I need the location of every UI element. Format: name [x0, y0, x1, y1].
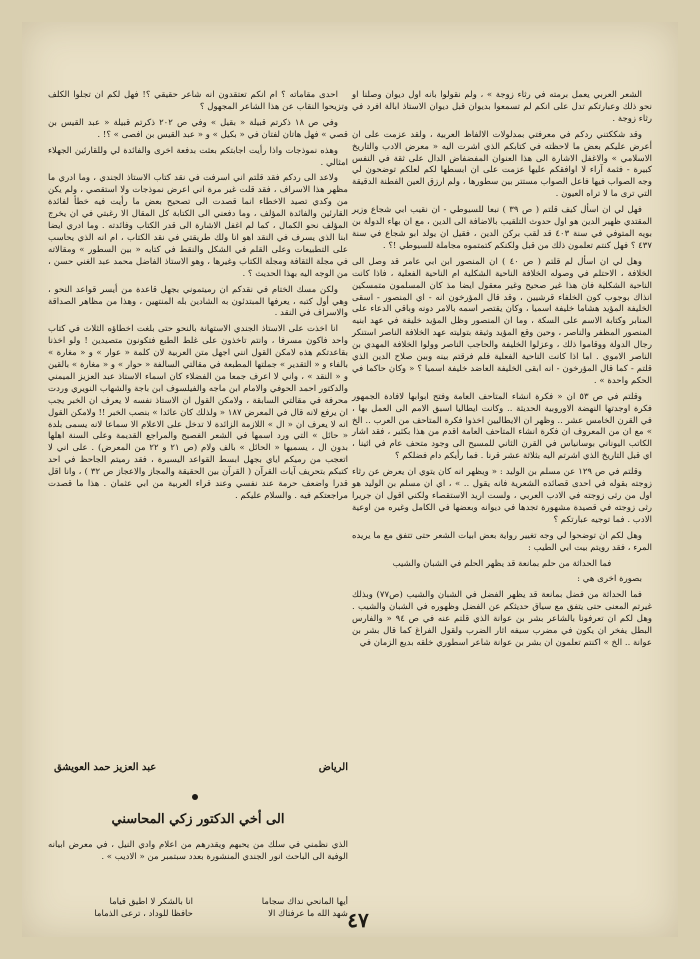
paragraph: فهل لي ان اسأل كيف قلتم ( ص ٣٩ ) نبعا للسيوطي - ان نقيب ابي شجاع وزير المقتدي ظهير الدين هو اول حدوث التلقيب بالاضافة الى الدين ، مع ان بهاء الدولة بن بويه المتوفي في سنة ٤٠٣ قد لقب بركن الدين ، فقيل ان يولد ابو شجاع في سنة ٤٣٧ ؟ فهل كنتم تعلمون ذلك من قبل ولكنكم كتمتموه مجاملة للسيوطي !؟ .	[352, 205, 652, 251]
paragraph: وهذه نموذجات واذا رأيت اجابتكم بعثت بدفعة اخرى والفائدة لي وللقارئين الجهلاء امثالي .	[48, 145, 348, 168]
paragraph: ولكن مسك الختام في نقدكم ان رميتموني بجهل قاعدة من أيسر قواعد النحو ، وهي أول كتبه ، يعرفها المبتدئون به الشادين بله المنتهين ، وهذا من مظاهر الصداقة والاسراف في النقد .	[48, 284, 348, 319]
article-column-right	[352, 90, 652, 654]
paragraph: احدى مقاماته ؟ ام انكم تعتقدون انه شاعر حقيقي ؟! فهل لكم ان تجلوا الكلف وتزيحوا النقاب عن هذا الشاعر المجهول ؟	[48, 90, 348, 112]
verse-row	[48, 908, 348, 920]
paragraph: وقلتم في ص ٥٣ ان « فكرة انشاء المتاحف العامة وفتح ابوابها لافادة الجمهور فكرة اوجدتها النهضة الاوروبية الحديثة .. وكانت ايطاليا اسبق الامم الى العمل بها ، في القرن الخامس عشر .. وظهر ان الايطاليين اخذوا فكرة المتاحف من العرب .. الخ » مع ان من المعروف ان فكرة انشاء المتاحف العامة اقدم من هذا بكثير ، فقد اشار الكاتب اليوناني بوسانياس في القرن الثاني للمسيح الى وجود متحف عام في اثينا ، اي قبل التاريخ الذي اشرتم اليه بثلاثة عشر قرنا . فما رأيكم دام فضلكم ؟	[352, 391, 652, 462]
paragraph: الشعر العربي يعمل برمته في رثاء زوجة » ، ولم نقولوا بانه اول ديوان وصلنا او نحو ذلك وعبارتكم تدل على انكم لم تسمعوا بديوان قبل ديوان الاستاذ ابالة افرد في رثاء زوجة .	[352, 90, 652, 124]
verse-line: فما الحداثة من حلم بمانعة قد يظهر الحلم في الشبان والشيب	[392, 558, 612, 569]
verse-row	[48, 896, 348, 908]
paragraph: ولاعد الى ردكم فقد قلتم اني اسرفت في نقد كتاب الاستاذ الجندي ، وما ادري ما مظهر هذا الاسراف ، فقد قلت غير مرة اني اعرض نموذجات ولا استقصي ، ولم يكن من وكدي تصيد الاخطاء انما قصدت الى تصحيح بعض ما رأيت فيه خطأ لفائدة القارئين والفائدة المؤلف ، وما دفعني الى الكتابة كل المقال الا رغبتي في ان يخرج المؤلف نحو الكمال ، كما لم اغفل الاشارة الى قدر الكتاب وفائدته . وما ادري ايضا ابنا الذي يسرف في النقد اهو انا ولك طريقتي في نقد الكتاب ، ام انه الذي يحاسب على التطبيعات وعلى القلم في الشكل والنقط في كتابه « بين السطور » ومقالاته في مجلة الثقافة ومجلة الكتاب وغيرها ، وهو الاستاذ الفاضل محمد عبد الغني حسن ، من الوجه اليه بهذا الحديث ؟ .	[48, 173, 348, 279]
verse-first-hemistich: أيها المانحي نداك سجاما	[261, 897, 348, 907]
paragraph: وقد شككتني ردكم في معرفتي بمدلولات الالفاظ العربية ، ولقد عزمت على ان أعرض عليكم بعض ما لاحظته في كتابكم الذي اشرت اليه « معرض الادب والتاريخ الاسلامي » والاغفل الاشارة الى هذا العنوان المفضفاض الدال على ثقة في النفس كبيرة - فثمة آراء لا اوافقكم عليها عزمت على ان ابسطها لكم لعلكم توضحون لي وجه الصواب فيها فاعل الصواب مستتر بين سطورها ، ولم ارزق العين الفطنة الدقيقة التي ترى ما لا تراه العيون .	[352, 129, 652, 200]
verse-second-hemistich: انا بالشكر لا اطيق قياما	[109, 897, 193, 907]
page-number: ٤٧	[347, 908, 369, 932]
poem-verses	[48, 896, 348, 920]
signature-line	[48, 762, 348, 780]
article-column-left	[48, 90, 348, 507]
verse-second-hemistich: حافظا للوداد ، ترعى الذماما	[94, 909, 193, 919]
paragraph: فما الحداثة من فضل بمانعة قد يظهر الفضل في الشبان والشيب (ص٧٧) وبذلك غيرتم المعنى حتى يتفق مع سياق حديثكم عن الفضل وظهوره في الشبان والشيب . وهل لكم ان تعرفونا بالشاعر بشر بن عوانة الذي قلتم عنه في ص ٩٤ « والفارس البطل يفخر ان يكون في مضرب سيفه اثار الضرب ولقول الفراغ كما قال بشر بن عوانة .. الخ » اكنتم تعلمون ان بشر بن عوانة شاعر اسطوري خلقه بديع الزمان في	[352, 590, 653, 648]
paragraph: بصورة اخرى هي :	[577, 574, 642, 585]
verse-first-hemistich: شهد الله ما عرفتاك الا	[268, 909, 348, 919]
paragraph: وهل لي ان اسأل لم قلتم ( ص ٤٠ ) ان المنصور ابن ابي عامر قد وصل الى الخلافة ، الاحتلم في وصوله الخلافة الناحية الشكلية ام الناحية الفعلية ، فاذا كانت الناحية الشكلية فان هذا غير صحيح وغير معقول ايضا مذ كان المسلمون متمسكين انذاك بوجوب كون الخلفاء قرشيين ، وقد قال المؤرخون انه - اي المنصور - اسقى الخليفة المؤيد هشاما خليفة اسميا ، وكان يقتصر اسمه بالامر دونه وباقي الدعاء على المنابر وكتابة الاسم على السكة ، وما ان المنصور وظل المؤيد خليفة في عهد ابنيه المنصور المظفر والناصر ، وحين وقع المؤيد وثيقة بتوليته عهد الخلافة الناصر استنكر رجال الدولة ووقاموا ذلك ، وعزلوا الخليفة والحاجب الناصر وولوا الخلافة المهدي بن الناصر الاموي . اما اذا كانت الناحية الفعلية فلم فرقتم بينه وبين صلاح الدين الذي قلتم - كما قال المؤرخون - انه ابقى الخليفة العاضد خليفة اسميا ؟ « وكان حاكما في الحكم واحدة » .	[352, 256, 652, 386]
paragraph: وفي ص ١٨ ذكرتم قبيلة « بقيل » وفي ص ٢٠٢ ذكرتم قبيلة « عبد القيس بن قصي » فهل هاتان لفتان في « بكيل » و « عبد القيس بن افصى » ؟! .	[48, 117, 348, 140]
paragraph: انا اخذت على الاستاذ الجندي الاستهانة بالنحو حتى بلغت اخطاؤه الثلاث في كتاب واحد فاكون مسرفا ، وانتم تاخذون على غلط الطبع فتكونون متصيدين ! ولو اخذنا بقاعدتكم هذه لامكن القول انني اجهل متن العربية لان كلمة « عوار » و « مغارة » بالفاء و « التقدير » جملتها المطبعة في مقالتي السالفة « حوار » و « مغارة » بالقين و « النقد » ، واني لا اعرف جمعا من الفضلاء كان اسماء الاستاذ عبد العزيز الميمني والدكتور احمد الحوفي والامام ابن ماجه والفيلسوف ابن باجة والشهاب النويري وردت محرفة في مقالتي السابقة ، ولامكن القول ان الاستاذ نفسه لا يعرف ان الخبر يجب ان يرفع لانه قال في المعرض ١٨٧ « ولذلك كان عائدا » بنصب الخبر !! ولامكن القول انه لا يعرف ان « ال » اللازمة الزائدة لا تدخل على الاعلام الا سماعا لانه يسمى بلدة « حائل » التي ورد اسمها في الشعر الفصيح والمراجع القديمة وعلى السنة اهلها بدون ال ، يسميها « الحائل » بالف ولام (ص ٢١ و ٢٢ من المعرض) . على اني لا اتعجب من رميكم اياي بجهل ابسط القواعد اليسيرة ، فقد رميتم الجاحظ في احد كتبكم بتحريف آيات القرآن ( القرآن بين الحقيقة والمجاز والاعجاز ص ٣٢ ) ، وانا اقل قدرا واضعف حرمة عند نفسي وعند قراء العربية من ابي عثمان . هذا ما قصدت مراجعتكم فيه . والسلام عليكم .	[48, 324, 349, 501]
second-article-title: الى أخي الدكتور زكي المحاسني	[111, 812, 285, 827]
signature-city: الرياض	[318, 762, 348, 773]
paragraph: وقلتم في ص ١٢٩ عن مسلم بن الوليد : « ويظهر انه كان يتوي ان يعرض عن رثاء زوجته بقوله في احدى قصائده الشعرية فانه يقول .. » ، اي ان مسلم بن الوليد هو اول من رثى زوجته في الادب العربي ، ولست اريد الاستقصاء ولكني اقول ان جريرا رثى زوجته في قصيدة مشهورة تجدها في ديوانه وبعضها في الكامل وغيره من اوعية الادب . فما توجيه عبارتكم ؟	[352, 467, 652, 525]
paragraph: وهل لكم ان توضحوا لي وجه تغيير رواية بعض ابيات الشعر حتى تتفق مع ما يريده المرء ، فقد رويتم بيت ابي الطيب :	[352, 530, 652, 553]
separator-dot	[192, 794, 198, 800]
second-article-intro: الذي نظمني في سلك من يحبهم ويقدرهم من اعلام وادي النيل ، في معرض ابيانه الوفية الى الباحث انور الجندي المنشورة بعدد سبتمبر من « الاديب » .	[48, 840, 348, 862]
magazine-page	[22, 22, 678, 937]
signature-author: عبد العزيز حمد العويشق	[54, 762, 157, 773]
